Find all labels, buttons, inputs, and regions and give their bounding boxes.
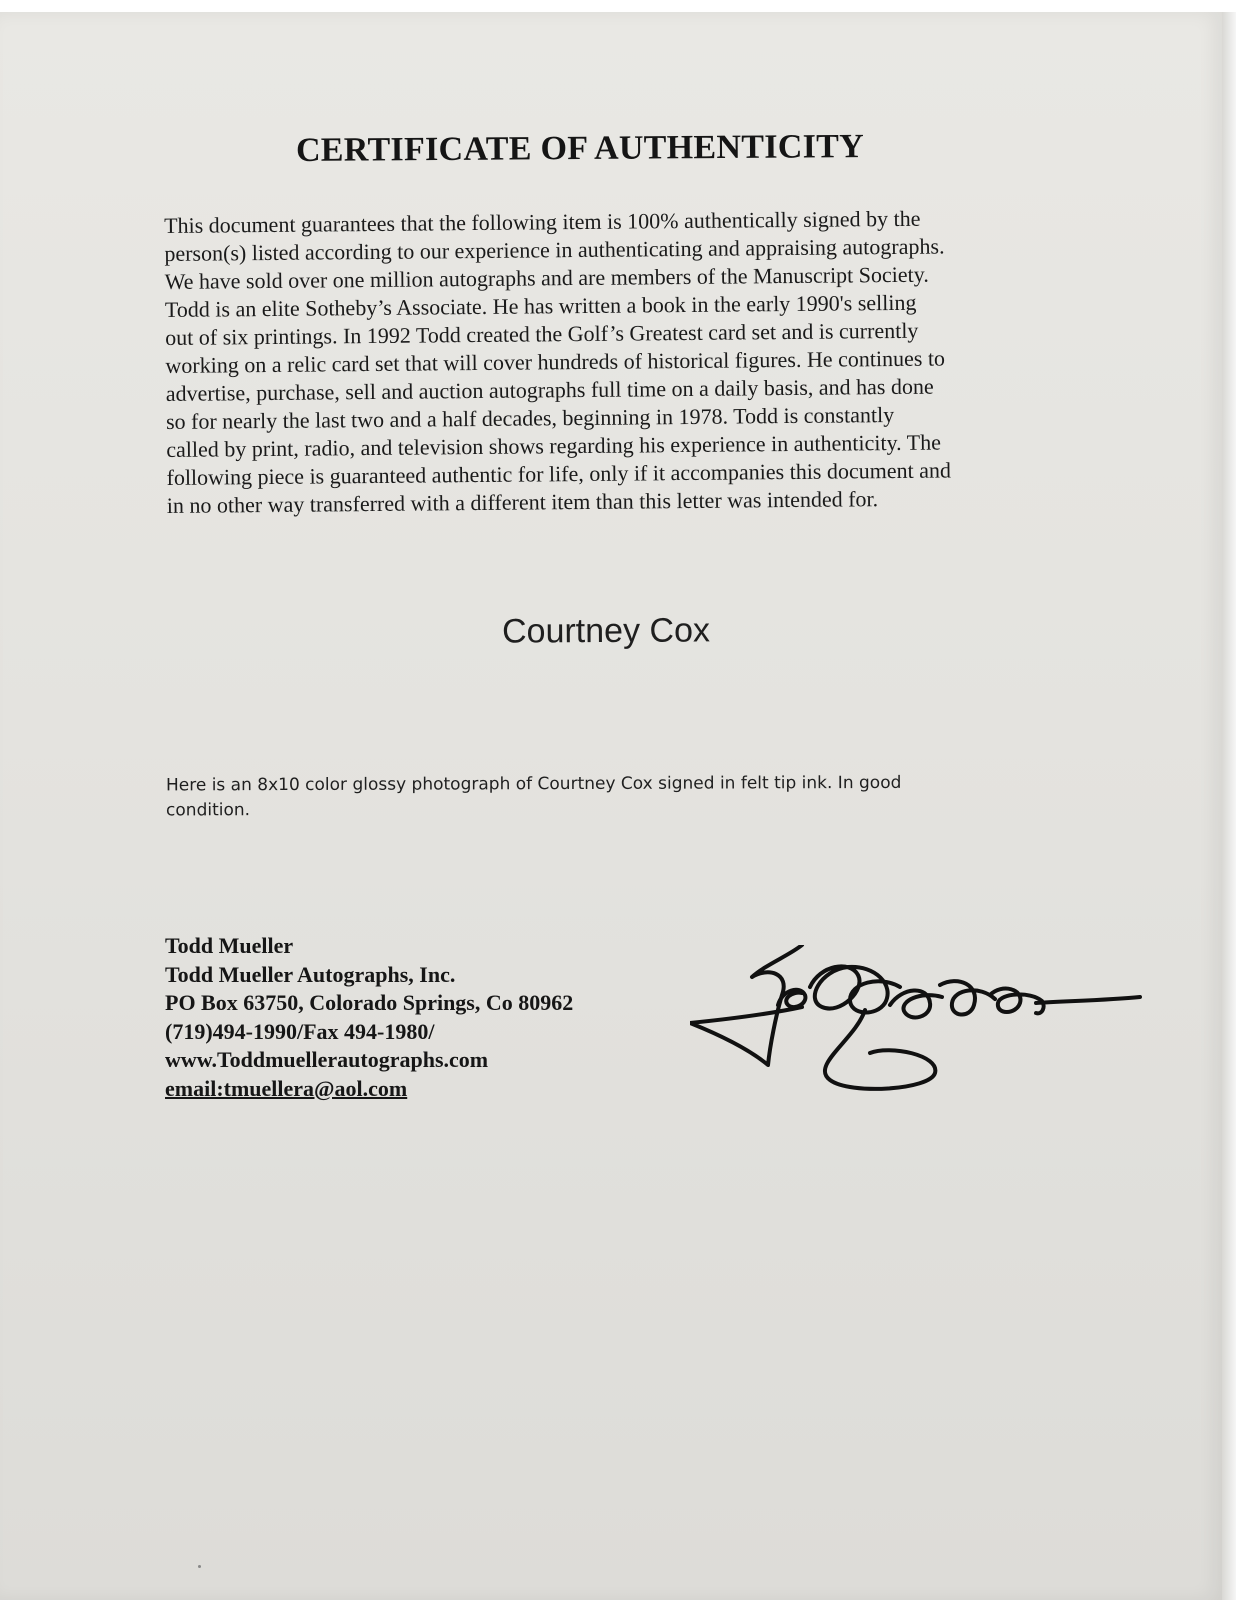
- certificate-title: CERTIFICATE OF AUTHENTICITY: [295, 128, 865, 169]
- handwritten-signature-icon: [690, 945, 1160, 1115]
- body-line: This document guarantees that the following item is 100% authentically signed by the: [164, 205, 921, 238]
- contact-email-link[interactable]: email:tmuellera@aol.com: [165, 1075, 408, 1101]
- contact-website-link[interactable]: www.Toddmuellerautographs.com: [165, 1047, 489, 1072]
- certificate-body: [164, 204, 1047, 520]
- contact-name: Todd Mueller: [165, 933, 294, 958]
- body-line: so for nearly the last two and a half decades, beginning in 1978. Todd is constantly: [165, 402, 895, 434]
- contact-company: Todd Mueller Autographs, Inc.: [165, 961, 456, 987]
- body-line: called by print, radio, and television shows regarding his experience in authenticity. The: [166, 429, 942, 462]
- contact-address: PO Box 63750, Colorado Springs, Co 80962: [165, 990, 574, 1015]
- contact-phone-fax: (719)494-1990/Fax 494-1980/: [165, 1018, 435, 1044]
- paper-speck: [198, 1565, 201, 1568]
- body-line: out of six printings. In 1992 Todd created the Golf’s Greatest card set and is currently: [165, 317, 919, 350]
- body-line: working on a relic card set that will cover hundreds of historical figures. He continues to: [165, 345, 946, 378]
- body-line: following piece is guaranteed authentic for life, only if it accompanies this document and: [166, 457, 952, 490]
- contact-block: [165, 932, 573, 1103]
- body-line: Todd is an elite Sotheby’s Associate. He has written a book in the early 1990's selling: [164, 289, 917, 322]
- body-line: person(s) listed according to our experience in authenticating and appraising autographs.: [164, 233, 945, 266]
- item-description: Here is an 8x10 color glossy photograph of Courtney Cox signed in felt tip ink. In good condition.: [165, 772, 902, 821]
- body-line: We have sold over one million autographs and are members of the Manuscript Society.: [164, 261, 929, 294]
- signer-name: Courtney Cox: [501, 611, 711, 651]
- paper-edge: [1222, 12, 1236, 1600]
- body-line: in no other way transferred with a different item than this letter was intended for.: [166, 486, 879, 518]
- body-line: advertise, purchase, sell and auction autographs full time on a daily basis, and has done: [165, 373, 934, 406]
